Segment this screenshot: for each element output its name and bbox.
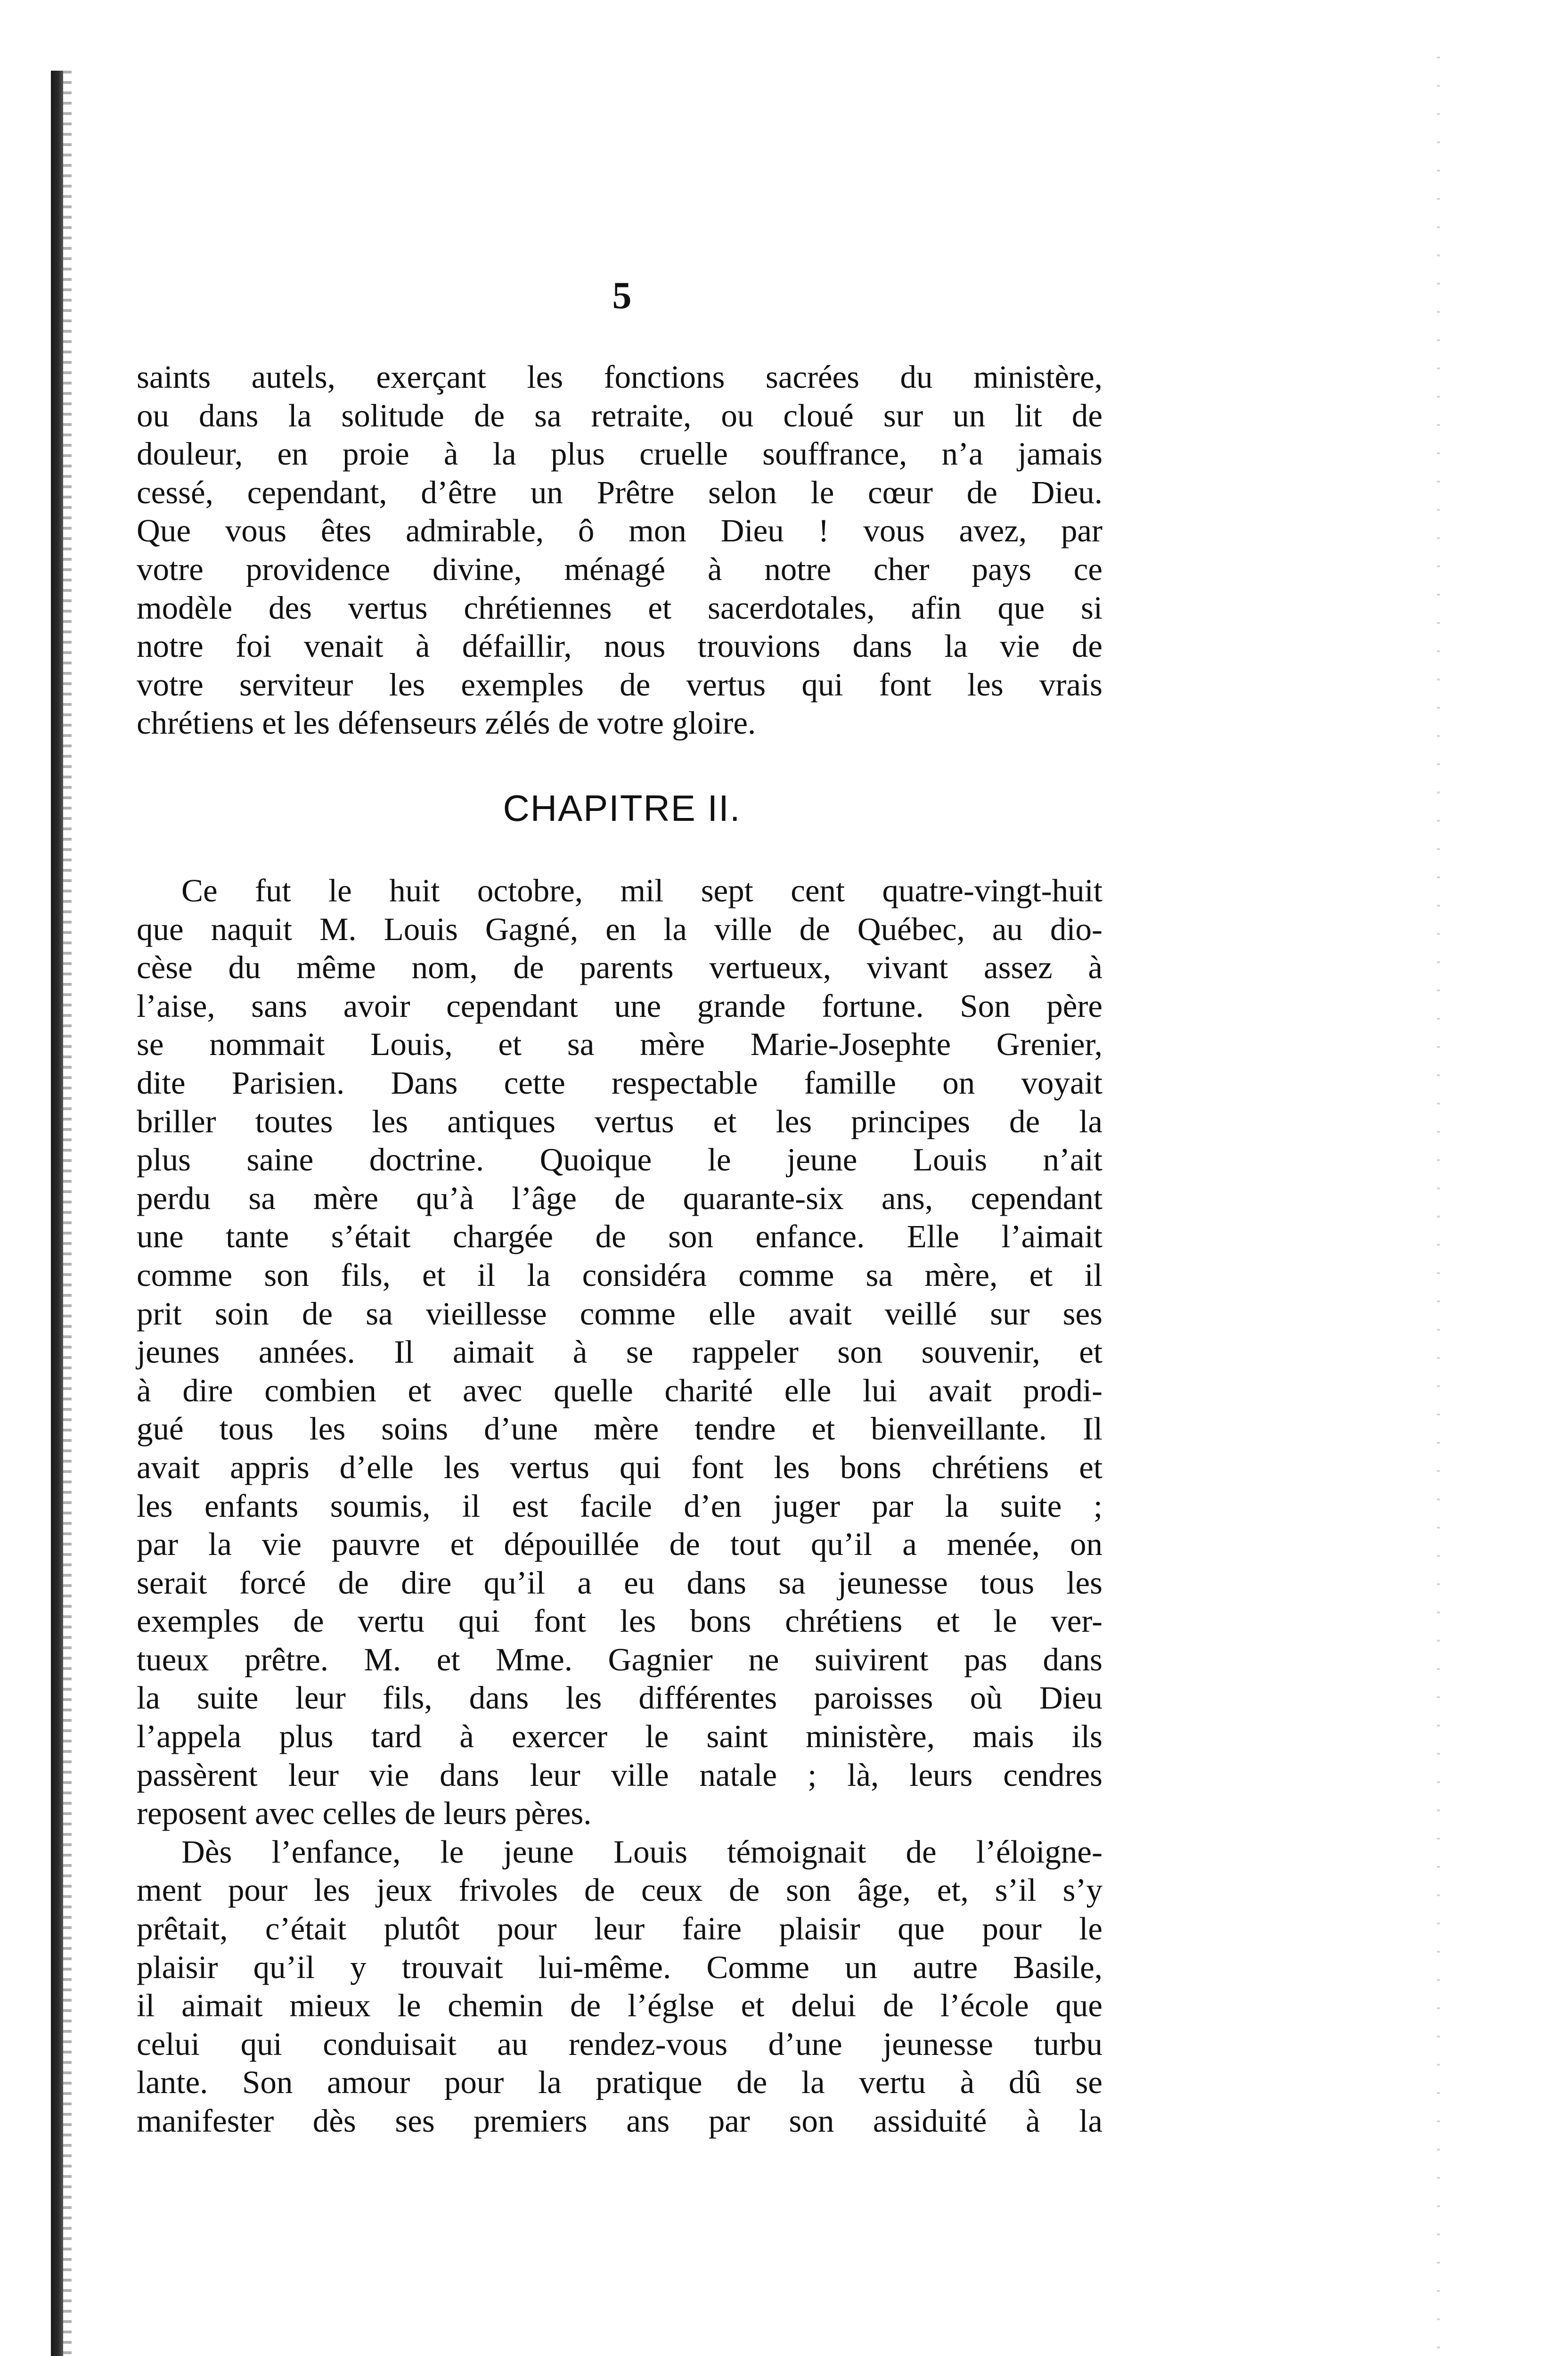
text-line: modèle des vertus chrétiennes et sacerdotales, afin que si <box>137 589 1102 626</box>
text-line: prêtait, c’était plutôt pour leur faire plaisir que pour le <box>137 1911 1102 1947</box>
text-line: lante. Son amour pour la pratique de la vertu à dû se <box>137 2064 1102 2101</box>
text-line: votre serviteur les exemples de vertus qui font les vrais <box>137 666 1102 703</box>
top-paragraph <box>137 358 1102 743</box>
text-line: notre foi venait à défaillir, nous trouvions dans la vie de <box>137 628 1102 664</box>
text-line: cessé, cependant, d’être un Prêtre selon le cœur de Dieu. <box>137 474 1102 510</box>
text-line: Dès l’enfance, le jeune Louis témoignait de l’éloigne- <box>181 1833 1102 1870</box>
text-line: avait appris d’elle les vertus qui font les bons chrétiens et <box>137 1449 1102 1485</box>
text-line: exemples de vertu qui font les bons chrétiens et le ver- <box>137 1603 1102 1639</box>
text-line: plaisir qu’il y trouvait lui-même. Comme un autre Basile, <box>137 1949 1102 1985</box>
text-line: reposent avec celles de leurs pères. <box>137 1795 592 1832</box>
text-line: jeunes années. Il aimait à se rappeler son souvenir, et <box>137 1334 1102 1370</box>
text-line: par la vie pauvre et dépouillée de tout qu’il a menée, on <box>137 1526 1102 1562</box>
text-line: celui qui conduisait au rendez-vous d’une jeunesse turbu <box>137 2026 1102 2062</box>
page-binding-shadow <box>63 71 72 2356</box>
text-line: douleur, en proie à la plus cruelle souffrance, n’a jamais <box>137 436 1102 472</box>
text-line: manifester dès ses premiers ans par son assiduité à la <box>137 2103 1102 2139</box>
page-binding-edge <box>51 71 63 2356</box>
text-line: perdu sa mère qu’à l’âge de quarante-six ans, cependant <box>137 1180 1102 1216</box>
page-right-edge-specks <box>1437 57 1440 2356</box>
text-line: plus saine doctrine. Quoique le jeune Louis n’ait <box>137 1142 1102 1178</box>
text-line: gué tous les soins d’une mère tendre et bienveillante. Il <box>137 1411 1102 1447</box>
text-line: Que vous êtes admirable, ô mon Dieu ! vous avez, par <box>137 513 1102 549</box>
text-line: il aimait mieux le chemin de l’églse et delui de l’école que <box>137 1988 1102 2024</box>
text-line: la suite leur fils, dans les différentes paroisses où Dieu <box>137 1680 1102 1716</box>
chapter-body <box>137 872 1102 2141</box>
text-line: chrétiens et les défenseurs zélés de votre gloire. <box>137 705 756 741</box>
text-line: briller toutes les antiques vertus et les principes de la <box>137 1103 1102 1139</box>
text-line: à dire combien et avec quelle charité elle lui avait prodi- <box>137 1372 1102 1408</box>
text-line: que naquit M. Louis Gagné, en la ville de Québec, au dio- <box>137 911 1102 947</box>
text-line: tueux prêtre. M. et Mme. Gagnier ne suivirent pas dans <box>137 1641 1102 1677</box>
text-line: cèse du même nom, de parents vertueux, vivant assez à <box>137 949 1102 986</box>
text-line: saints autels, exerçant les fonctions sacrées du ministère, <box>137 359 1102 395</box>
text-line: passèrent leur vie dans leur ville natale ; là, leurs cendres <box>137 1757 1102 1793</box>
text-line: dite Parisien. Dans cette respectable famille on voyait <box>137 1064 1102 1101</box>
text-line: serait forcé de dire qu’il a eu dans sa jeunesse tous les <box>137 1564 1102 1601</box>
text-line: Ce fut le huit octobre, mil sept cent quatre-vingt-huit <box>181 873 1102 908</box>
text-line: l’appela plus tard à exercer le saint ministère, mais ils <box>137 1718 1102 1755</box>
text-line: l’aise, sans avoir cependant une grande fortune. Son père <box>137 988 1102 1024</box>
text-line: les enfants soumis, il est facile d’en juger par la suite ; <box>137 1488 1102 1524</box>
text-line: votre providence divine, ménagé à notre cher pays ce <box>137 551 1102 587</box>
text-line: une tante s’était chargée de son enfance. Elle l’aimait <box>137 1219 1102 1255</box>
chapter-heading: CHAPITRE II. <box>503 787 741 829</box>
text-line: prit soin de sa vieillesse comme elle avait veillé sur ses <box>137 1295 1102 1332</box>
page-number: 5 <box>612 274 632 317</box>
text-line: ment pour les jeux frivoles de ceux de son âge, et, s’il s’y <box>137 1872 1102 1908</box>
text-line: ou dans la solitude de sa retraite, ou cloué sur un lit de <box>137 397 1102 434</box>
text-line: se nommait Louis, et sa mère Marie-Josephte Grenier, <box>137 1026 1102 1063</box>
text-line: comme son fils, et il la considéra comme sa mère, et il <box>137 1257 1102 1293</box>
